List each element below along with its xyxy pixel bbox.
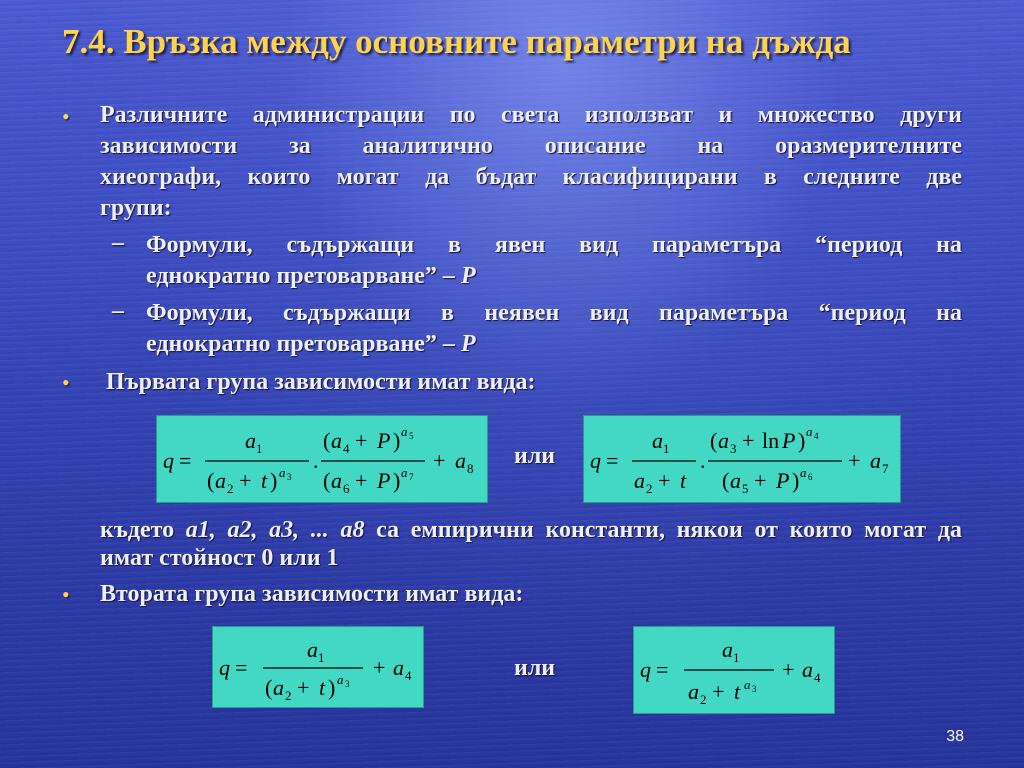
svg-text:+: + [373, 655, 386, 680]
or-label-2: или [514, 655, 556, 681]
svg-text:1: 1 [318, 650, 325, 665]
svg-text:P: P [782, 428, 796, 453]
bullet-dot-icon: • [62, 104, 70, 129]
svg-text:2: 2 [646, 481, 653, 496]
svg-text:t: t [680, 468, 687, 493]
svg-text:(: ( [710, 428, 718, 453]
sub2-var: Р [460, 331, 476, 357]
svg-text:): ) [792, 468, 800, 493]
svg-text:=: = [656, 657, 669, 682]
svg-text:a: a [279, 465, 286, 480]
note-line1 [100, 515, 962, 546]
formula-box-2 [583, 415, 901, 503]
svg-text:t: t [261, 468, 268, 493]
svg-text:a: a [718, 428, 729, 453]
svg-text:a: a [401, 424, 408, 439]
svg-text:6: 6 [808, 472, 813, 482]
svg-text:3: 3 [730, 441, 737, 456]
formula-box-1 [156, 415, 488, 503]
svg-text:a: a [806, 424, 813, 439]
svg-text:+: + [658, 468, 671, 493]
svg-text:(: ( [323, 468, 331, 493]
svg-text:): ) [798, 428, 806, 453]
svg-text:): ) [393, 468, 401, 493]
svg-text:4: 4 [343, 441, 350, 456]
bullet1-line1: Различните администрации по света използват и множество други [100, 102, 962, 128]
note-line2: имат стойност 0 или 1 [100, 545, 339, 571]
bullet1-line3: хиеографи, които могат да бъдат класифицирани в следните две [100, 164, 962, 190]
bullet-dot-icon: • [62, 370, 70, 395]
svg-text:2: 2 [700, 692, 707, 707]
svg-text:(: ( [265, 675, 273, 700]
svg-text:a: a [722, 637, 733, 662]
bullet1-line4: групи: [100, 195, 172, 221]
svg-text:t: t [319, 675, 326, 700]
sub1-line1: Формули, съдържащи в явен вид параметъра “период на [146, 232, 962, 258]
svg-text:=: = [606, 448, 619, 473]
svg-text:q: q [163, 448, 174, 473]
svg-text:4: 4 [405, 668, 412, 683]
svg-text:a: a [337, 672, 344, 687]
svg-text:a: a [802, 657, 813, 682]
svg-text:P: P [377, 428, 391, 453]
svg-text:P: P [377, 468, 391, 493]
dash-icon: – [112, 298, 124, 324]
svg-text:a: a [634, 468, 645, 493]
svg-text:a: a [870, 448, 881, 473]
svg-text:a: a [688, 679, 699, 704]
note-suffix: са емпирични константи, някои от които могат да [376, 517, 962, 543]
formula-box-3 [212, 626, 424, 708]
bullet-dot-icon: • [62, 582, 70, 607]
svg-text:1: 1 [733, 650, 740, 665]
page-title: 7.4. Връзка между основните параметри на дъжда [62, 22, 851, 61]
or-label-1: или [514, 443, 556, 469]
svg-text:+: + [782, 657, 795, 682]
svg-text:.: . [313, 448, 319, 473]
sub2-line1: Формули, съдържащи в неявен вид параметъра “период на [146, 300, 962, 326]
bullet2-text: Първата група зависимости имат вида: [106, 369, 536, 395]
svg-text:a: a [744, 677, 751, 692]
svg-text:): ) [328, 675, 336, 700]
svg-text:1: 1 [663, 441, 670, 456]
svg-text:2: 2 [227, 481, 234, 496]
svg-text:a: a [307, 637, 318, 662]
formula-2 [584, 416, 900, 502]
svg-text:7: 7 [882, 461, 889, 476]
formula-box-4 [633, 626, 835, 714]
svg-text:a: a [730, 468, 741, 493]
note-prefix: където [100, 517, 175, 543]
svg-text:(: ( [207, 468, 215, 493]
dash-icon: – [112, 230, 124, 256]
svg-text:q: q [640, 657, 651, 682]
svg-text:8: 8 [467, 461, 474, 476]
svg-text:a: a [273, 675, 284, 700]
svg-text:+: + [297, 675, 310, 700]
svg-text:): ) [393, 428, 401, 453]
svg-text:+: + [433, 448, 446, 473]
svg-text:a: a [800, 465, 807, 480]
svg-text:2: 2 [285, 688, 292, 703]
svg-text:q: q [590, 448, 601, 473]
sub1-line2 [146, 261, 962, 292]
svg-text:a: a [652, 428, 663, 453]
svg-text:(: ( [722, 468, 730, 493]
svg-text:=: = [235, 655, 248, 680]
svg-text:a: a [331, 428, 342, 453]
svg-text:a: a [215, 468, 226, 493]
sub1-var: Р [460, 263, 476, 289]
svg-text:a: a [401, 465, 408, 480]
note-vars: a1, a2, a3, ... a8 [185, 517, 365, 543]
svg-text:+: + [355, 428, 368, 453]
formula-1 [157, 416, 487, 502]
svg-text:3: 3 [752, 684, 757, 694]
bullet3-text: Втората група зависимости имат вида: [100, 581, 524, 607]
formula-4 [634, 627, 834, 713]
svg-text:1: 1 [256, 441, 263, 456]
svg-text:4: 4 [814, 670, 821, 685]
sub2-text: еднократно претоварване” – [146, 331, 455, 357]
svg-text:7: 7 [409, 472, 414, 482]
svg-text:3: 3 [287, 472, 292, 482]
svg-text:): ) [270, 468, 278, 493]
svg-text:t: t [734, 679, 741, 704]
sub2-line2 [146, 329, 962, 360]
svg-text:a: a [245, 428, 256, 453]
svg-text:+: + [742, 428, 755, 453]
svg-text:(: ( [323, 428, 331, 453]
svg-text:=: = [179, 448, 192, 473]
svg-text:P: P [776, 468, 790, 493]
svg-text:a: a [455, 448, 466, 473]
svg-text:4: 4 [814, 431, 819, 441]
bullet1-line2: зависимости за аналитично описание на оразмерителните [100, 133, 962, 159]
formula-3 [213, 627, 423, 707]
svg-text:q: q [219, 655, 230, 680]
svg-text:+: + [712, 679, 725, 704]
svg-text:+: + [754, 468, 767, 493]
svg-text:ln: ln [762, 428, 780, 453]
svg-text:+: + [239, 468, 252, 493]
svg-text:5: 5 [742, 481, 749, 496]
svg-text:6: 6 [343, 481, 350, 496]
svg-text:.: . [700, 448, 706, 473]
svg-text:+: + [355, 468, 368, 493]
svg-text:5: 5 [409, 431, 414, 441]
page-number: 38 [946, 728, 964, 745]
svg-text:+: + [848, 448, 861, 473]
sub1-text: еднократно претоварване” – [146, 263, 455, 289]
svg-text:a: a [393, 655, 404, 680]
svg-text:a: a [331, 468, 342, 493]
svg-text:3: 3 [345, 679, 350, 689]
